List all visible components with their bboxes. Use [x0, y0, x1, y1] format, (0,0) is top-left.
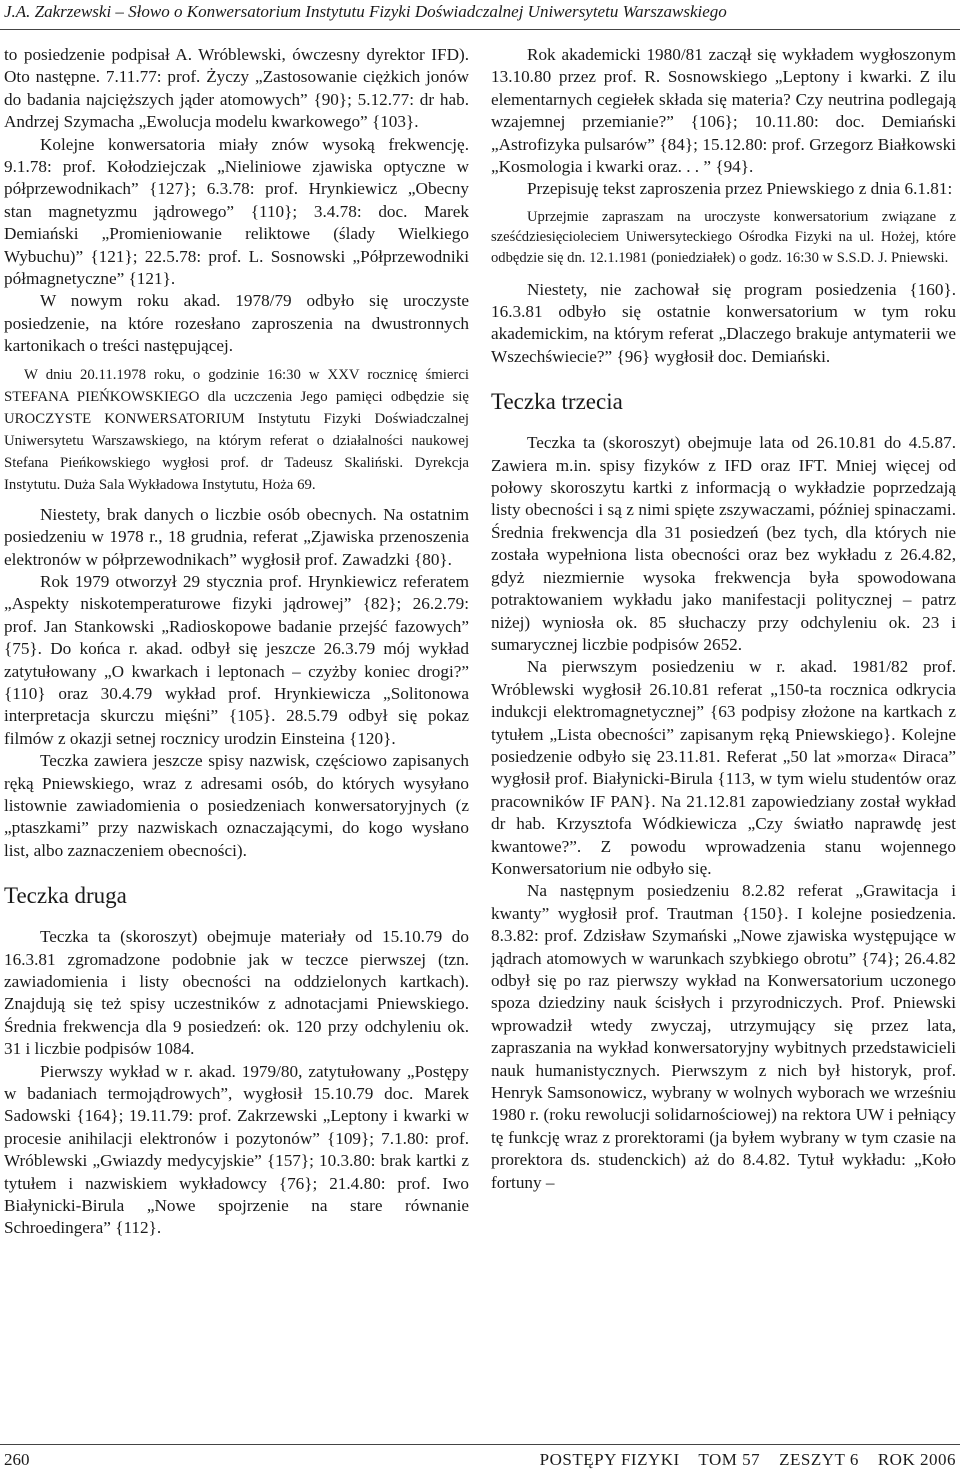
running-header — [0, 0, 960, 30]
running-title: J.A. Zakrzewski – Słowo o Konwersatorium Instytutu Fizyki Doświadczalnej Uniwersytetu Warszawskiego — [4, 2, 727, 21]
paragraph: Pierwszy wykład w r. akad. 1979/80, zatytułowany „Postępy w badaniach termojądrowych”, wygłosił 15.10.79 doc. Marek Sadowski {164}; 19.11.79: prof. Zakrzewski „Leptony i kwarki w procesie anihilacji elektronów i pozytonów” {109}; 7.1.80: prof. Wróblewski „Gwiazdy medycyjskie” {157}; 10.3.80: brak kartki z tytułem i nazwiskiem wykładowcy {76}; 21.4.80: prof. Iwo Białynicki-Birula „Nowe spojrzenie na stare równanie Schroedingera” {112}. — [4, 1061, 469, 1238]
page-number: 260 — [4, 1450, 30, 1469]
paragraph: Przepisuję tekst zaproszenia przez Pniewskiego z dnia 6.1.81: — [527, 179, 953, 199]
paragraph: Na pierwszym posiedzeniu w r. akad. 1981/82 prof. Wróblewski wygłosił 26.10.81 referat „150-ta rocznica odkrycia indukcji elektromagnetycznej” {63 podpisy złożone na kartkach z tytułem „Lista obecności” zapisanym ręką Pniewskiego}. Kolejne posiedzenie odbyło się 23.11.81. Referat „50 lat »morza« Diraca” wygłosił prof. Białynicki-Birula {113, w tym wielu studentów oraz pracowników IF PAN}. Na 21.12.81 zapowiedziany został wykład dr hab. Krzysztofa Wódkiewicza „Czy światło naprawdę jest kwantowe?”. Z powodu wprowadzenia stanu wojennego Konwersatorium nie odbyło się. — [491, 657, 956, 878]
left-column — [4, 44, 469, 1434]
paragraph: Niestety, brak danych o liczbie osób obecnych. Na ostatnim posiedzeniu w 1978 r., 18 grudnia, referat „Zjawiska przenoszenia elektronów w półprzewodnikach” wygłosił prof. Zawadzki {80}. — [4, 504, 469, 569]
paragraph: Teczka zawiera jeszcze spisy nazwisk, częściowo zapisanych ręką Pniewskiego, wraz z adresami osób, do których wysyłano listownie zawiadomienia o posiedzeniach konwersatoryjnych (z „ptaszkami” przy nazwiskach oznaczającymi, do kogo wysłano list, albo zaznaczeniem obecności). — [4, 751, 469, 860]
page-footer — [0, 1444, 960, 1472]
paragraph: to posiedzenie podpisał A. Wróblewski, ówczesny dyrektor IFD). Oto następne. 7.11.77: prof. Życzy „Zastosowanie ciężkich jonów do badania najcięższych jąder atomowych” {90}; 5.12.77: dr hab. Andrzej Szymacha „Ewolucja modelu kwarkowego” {103}. — [4, 45, 469, 132]
paragraph: Na następnym posiedzeniu 8.2.82 referat „Grawitacja i kwanty” wygłosił prof. Trautman {150}. I kolejne posiedzenia. 8.3.82: prof. Zdzisław Szymański „Nowe zjawiska występujące w jądrach atomowych w warunkach szybkiego obrotu” {74}; 26.4.82 odbył się po raz pierwszy wykład na Konwersatorium uczonego spoza dziedziny nauk ścisłych i przyrodniczych. Prof. Pniewski wprowadził wtedy zwyczaj, utrzymujący się przez lata, zapraszania na wykład konwersatoryjny wybitnych przedstawicieli nauk humanistycznych. Pierwszym z nich był historyk, prof. Henryk Samsonowicz, wybrany w wolnych wyborach we wrześniu 1980 r. (roku rewolucji solidarnościowej) na rektora UW i pełniący tę funkcję wraz z prorektorami (ja byłem wybrany w tym czasie na prorektora ds. studenckich) aż do 8.4.82. Tytuł wykładu: „Koło fortuny – — [491, 881, 956, 1192]
paragraph: Rok akademicki 1980/81 zaczął się wykładem wygłoszonym 13.10.80 przez prof. R. Sosnowskiego „Leptony i kwarki. Z ilu elementarnych cegiełek składa się materia? Czy neutrina podlegają wzajemnej przemianie?” {106}; 10.11.80: doc. Demiański „Astrofizyka pulsarów” {84}; 15.12.80: prof. Grzegorz Białkowski „Kosmologia i kwarki oraz. . . ” {94}. — [491, 45, 956, 177]
paragraph: Niestety, nie zachował się program posiedzenia {160}. 16.3.81 odbyło się ostatnie konwersatorium w tym roku akademickim, na którym referat „Dlaczego brakuje antymaterii we Wszechświecie?” {96} wygłosił doc. Demiański. — [491, 279, 956, 366]
invitation-quote: Uprzejmie zapraszam na uroczyste konwersatorium związane z sześćdziesięcioleciem Uniwersyteckiego Ośrodka Fizyki na ul. Hożej, które odbędzie się dn. 12.1.1981 (poniedziałek) o godz. 16:30 w S.S.D. J. Pniewski. — [491, 208, 956, 267]
paragraph: Kolejne konwersatoria miały znów wysoką frekwencję. 9.1.78: prof. Kołodziejczak „Nieliniowe zjawiska optyczne w półprzewodnikach” {127}; 6.3.78: prof. Hrynkiewicz „Obecny stan magnetyzmu jądrowego” {110}; 3.4.78: doc. Marek Demiański „Promieniowanie reliktowe (ślady Wielkiego Wybuchu)” {121}; 22.5.78: prof. L. Sosnowski „Półprzewodniki półmagnetyczne” {121}. — [4, 134, 469, 289]
section-heading-teczka-trzecia: Teczka trzecia — [491, 389, 623, 415]
paragraph: W nowym roku akad. 1978/79 odbyło się uroczyste posiedzenie, na które rozesłano zaproszenia na dwustronnych kartonikach o treści następującej. — [4, 291, 469, 356]
paragraph: Teczka ta (skoroszyt) obejmuje lata od 26.10.81 do 4.5.87. Zawiera m.in. spisy fizyków z IFD oraz IFT. Mniej więcej od połowy skoroszytu kartki z informacją o wykładzie poprzedzają listy obecności i są z nimi spięte zszywaczami, później spinaczami. Średnia frekwencja dla 31 posiedzeń (bez tych, dla których nie została wypełniona lista obecności oraz bez wykładu z 26.4.82, gdyż niezmiernie wysoka frekwencja była spowodowana potraktowaniem wykładu jako manifestacji politycznej – patrz niżej) wyniosła ok. 85 słuchaczy przy odchyleniu ok. 23 i sumarycznej liczbie podpisów 2652. — [491, 433, 956, 654]
journal-volume: TOM 57 — [698, 1450, 761, 1469]
journal-name: POSTĘPY FIZYKI — [539, 1450, 680, 1469]
journal-year: ROK 2006 — [877, 1450, 956, 1469]
right-column — [491, 44, 956, 1434]
journal-issue: ZESZYT 6 — [779, 1450, 859, 1469]
paragraph: Teczka ta (skoroszyt) obejmuje materiały od 15.10.79 do 16.3.81 zgromadzone podobnie jak w teczce pierwszej (tzn. zawiadomienia i listy obecności na oddzielonych kartkach). Znajdują się też spisy uczestników z adnotacjami Pniewskiego. Średnia frekwencja dla 9 posiedzeń: ok. 120 przy odchyleniu ok. 31 i liczbie podpisów 1084. — [4, 927, 469, 1059]
paragraph: Rok 1979 otworzył 29 stycznia prof. Hrynkiewicz referatem „Aspekty niskotemperaturowe fizyki jądrowej” {82}; 26.2.79: prof. Jan Stankowski „Radioskopowe badanie przejść fazowych” {75}. Do końca r. akad. odbył się jeszcze 26.3.79 mój wykład zatytułowany „O kwarkach i leptonach – czyżby koniec drogi?” {110} oraz 30.4.79 wykład prof. Hrynkiewicza „Solitonowa interpretacja skurczu mięśni” {105}. 28.5.79 odbył się pokaz filmów z okazji setnej rocznicy urodzin Einsteina {120}. — [4, 571, 469, 748]
journal-info — [540, 1447, 956, 1473]
section-heading-teczka-druga: Teczka druga — [4, 883, 127, 909]
invitation-quote: W dniu 20.11.1978 roku, o godzinie 16:30 w XXV rocznicę śmierci STEFANA PIEŃKOWSKIEGO dla uczczenia Jego pamięci odbędzie się UROCZYSTE KONWERSATORIUM Instytutu Fizyki Doświadczalnej Uniwersytetu Warszawskiego, na którym referat o działalności naukowej Stefana Pieńkowskiego wygłosi prof. dr Tadeusz Skaliński. Dyrekcja Instytutu. Duża Sala Wykładowa Instytutu, Hoża 69. — [4, 366, 469, 493]
